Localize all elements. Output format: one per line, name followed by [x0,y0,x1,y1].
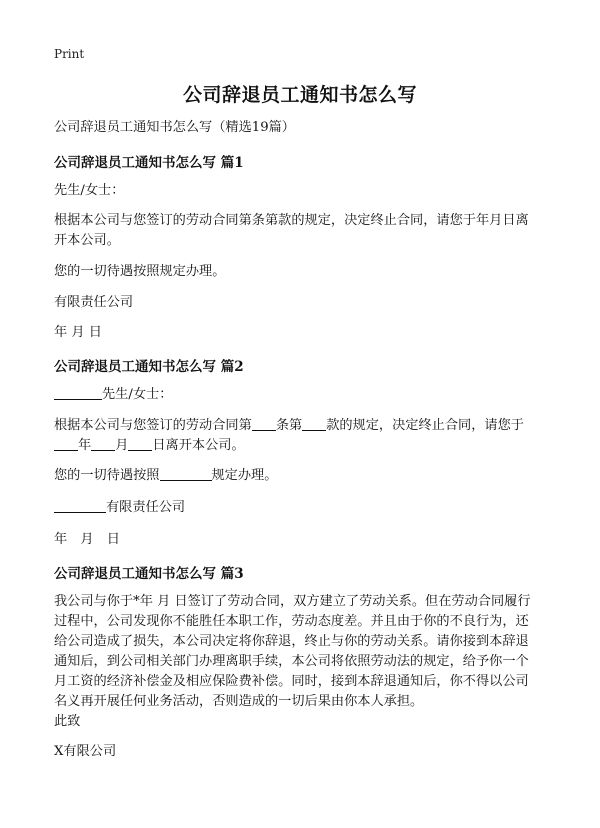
section-3-body-line-2: 过程中，公司发现你不能胜任本职工作，劳动态度差。并且由于你的不良行为，还 [54,614,529,629]
company-blank [54,498,106,513]
section-3-body-line-5: 月工资的经济补偿金及相应保险费补偿。同时，接到本辞退通知后，你不得以公司 [54,674,529,689]
year-blank [54,436,78,451]
document-title: 公司辞退员工通知书怎么写 [182,84,417,106]
section-1-heading: 公司辞退员工通知书怎么写 篇1 [54,155,244,171]
section-1-body-line-2: 开本公司。 [54,233,120,248]
section-2-heading: 公司辞退员工通知书怎么写 篇2 [54,359,244,375]
day-blank [128,436,152,451]
clause-blank [252,416,276,431]
section-1-date: 年 月 日 [54,325,102,340]
section-3-body-line-4: 通知后，到公司相关部门办理离职手续，本公司将依照劳动法的规定，给予你一个 [54,654,529,669]
section-3-body-line-3: 给公司造成了损失，本公司决定将你辞退，终止与你的劳动关系。请你接到本辞退 [54,634,529,649]
name-blank [54,385,102,400]
section-1-treatment: 您的一切待遇按照规定办理。 [54,264,226,279]
section-3-body-line-6: 名义再开展任何业务活动，否则造成的一切后果由你本人承担。 [54,694,424,709]
item-blank [302,416,326,431]
print-label: Print [54,47,85,61]
section-3-closing: 此致 [54,714,81,729]
section-3-heading: 公司辞退员工通知书怎么写 篇3 [54,566,244,582]
section-1-body-line-1: 根据本公司与您签订的劳动合同第条第款的规定，决定终止合同，请您于年月日离 [54,213,529,228]
section-2-treatment: 您的一切待遇按照 规定办理。 [54,468,278,483]
section-2-salutation: 先生/女士： [54,385,554,405]
section-1-salutation: 先生/女士： [54,183,125,198]
section-1-company: 有限责任公司 [54,295,134,310]
regulation-blank [160,466,212,481]
section-3-body-line-1: 我公司与你于*年 月 日签订了劳动合同，双方建立了劳动关系。但在劳动合同履行 [54,594,531,609]
document-subtitle: 公司辞退员工通知书怎么写（精选19篇） [54,120,295,135]
section-3-company: X有限公司 [54,744,117,759]
section-2-body-line-2: 年 月 日离开本公司。 [54,436,554,456]
section-2-body-line-1: 根据本公司与您签订的劳动合同第 条第 款的规定，决定终止合同，请您于 [54,418,524,433]
month-blank [91,436,115,451]
section-2-date: 年 月 日 [54,532,120,547]
section-2-company: 有限责任公司 [54,498,554,518]
